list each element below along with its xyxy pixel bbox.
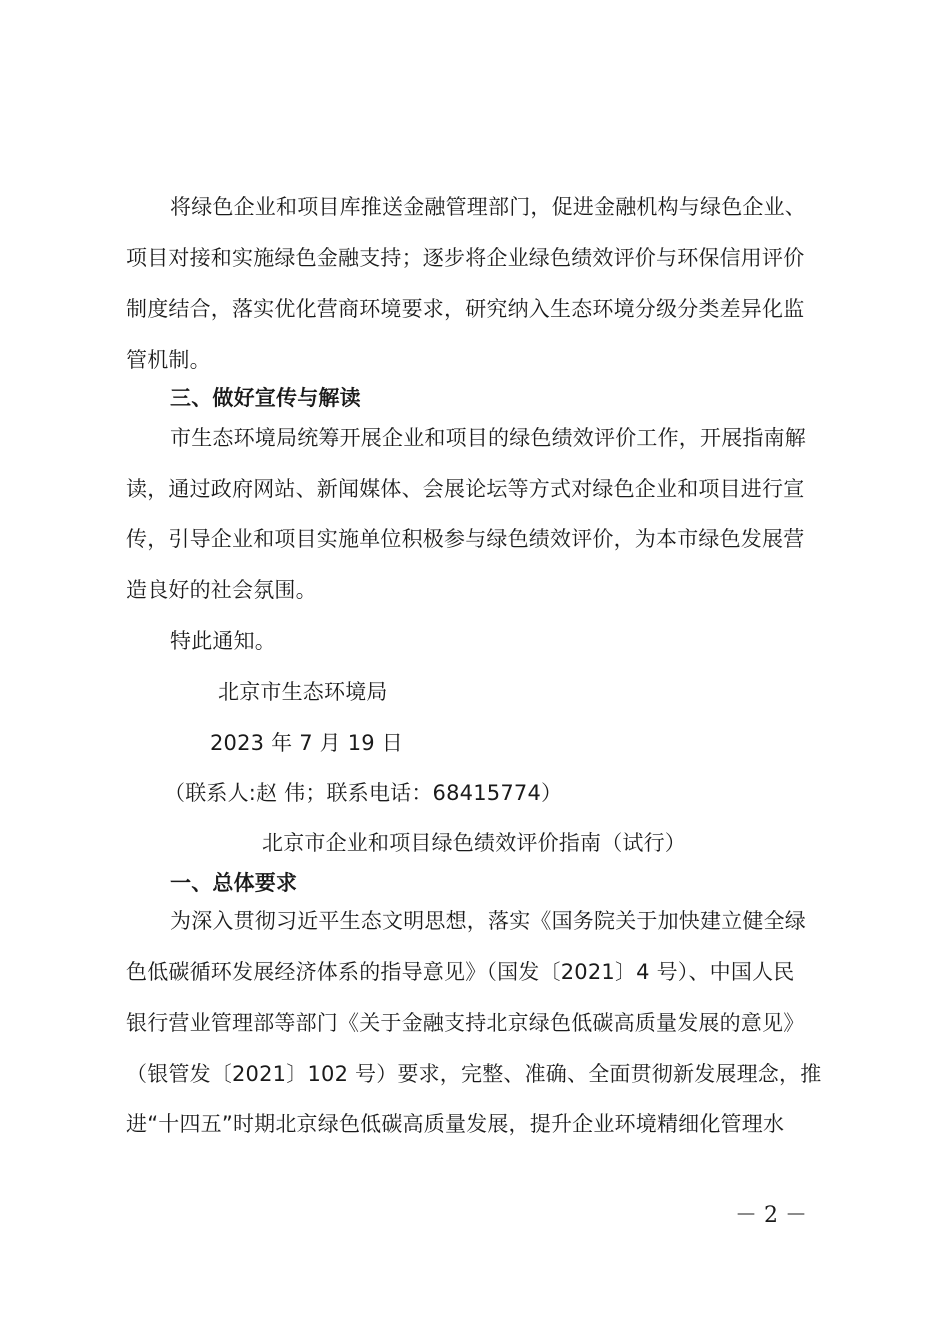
paragraph-line: 市生态环境局统筹开展企业和项目的绿色绩效评价工作，开展指南解 bbox=[170, 426, 806, 450]
section-heading-1: 一、总体要求 bbox=[170, 871, 298, 895]
paragraph-line: 传，引导企业和项目实施单位积极参与绿色绩效评价，为本市绿色发展营 bbox=[126, 527, 805, 551]
section-heading-3: 三、做好宣传与解读 bbox=[170, 386, 361, 410]
paragraph-line: 造良好的社会氛围。 bbox=[126, 578, 317, 602]
paragraph-line: 色低碳循环发展经济体系的指导意见》（国发〔2021〕4 号）、中国人民 bbox=[126, 960, 795, 984]
paragraph-line: 项目对接和实施绿色金融支持；逐步将企业绿色绩效评价与环保信用评价 bbox=[126, 246, 805, 270]
paragraph-line: 管机制。 bbox=[126, 348, 211, 372]
issuing-organization: 北京市生态环境局 bbox=[218, 680, 388, 704]
page-number: － 2 － bbox=[735, 1203, 807, 1228]
paragraph-line: 读，通过政府网站、新闻媒体、会展论坛等方式对绿色企业和项目进行宣 bbox=[126, 477, 805, 501]
guide-title: 北京市企业和项目绿色绩效评价指南（试行） bbox=[262, 831, 686, 855]
paragraph-line: 将绿色企业和项目库推送金融管理部门，促进金融机构与绿色企业、 bbox=[170, 195, 806, 219]
issue-date: 2023 年 7 月 19 日 bbox=[210, 731, 403, 755]
paragraph-line: 为深入贯彻习近平生态文明思想，落实《国务院关于加快建立健全绿 bbox=[170, 909, 806, 933]
paragraph-line: （银管发〔2021〕102 号）要求，完整、准确、全面贯彻新发展理念，推 bbox=[126, 1062, 822, 1086]
paragraph-line: 银行营业管理部等部门《关于金融支持北京绿色低碳高质量发展的意见》 bbox=[126, 1011, 805, 1035]
paragraph-line: 制度结合，落实优化营商环境要求，研究纳入生态环境分级分类差异化监 bbox=[126, 297, 805, 321]
contact-info: （联系人:赵 伟；联系电话：68415774） bbox=[164, 781, 563, 805]
paragraph-line: 进“十四五”时期北京绿色低碳高质量发展，提升企业环境精细化管理水 bbox=[126, 1112, 785, 1136]
notice-text: 特此通知。 bbox=[170, 629, 276, 653]
